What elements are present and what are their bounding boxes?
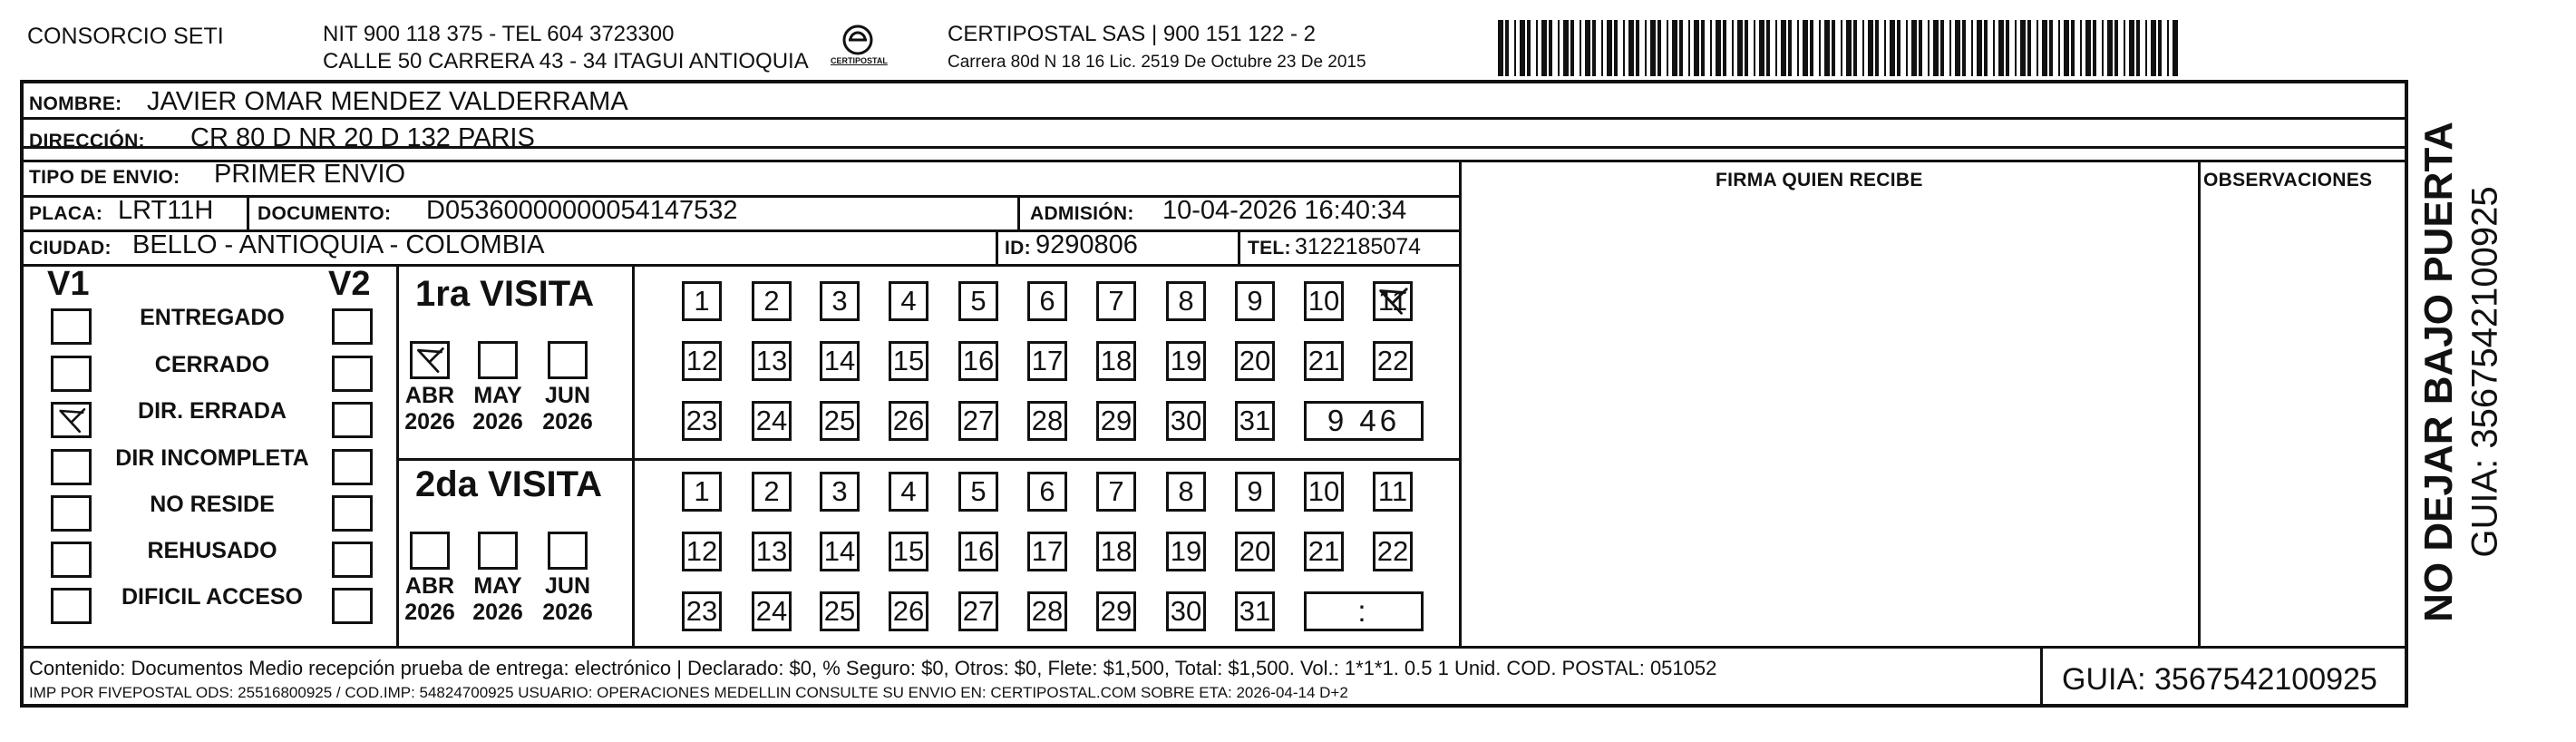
documento-value: D05360000000054147532 [426,196,738,225]
day-box[interactable] [752,532,792,571]
license-line: Carrera 80d N 18 16 Lic. 2519 De Octubre 23 De 2015 [948,53,1366,72]
day-number: 14 [823,535,856,567]
day-box[interactable] [1096,341,1136,381]
day-box[interactable] [1235,281,1275,321]
status-option-label: NO RESIDE [150,492,275,517]
day-box[interactable] [1373,341,1413,381]
day-number: 13 [755,345,788,376]
v1-checkbox[interactable] [51,449,92,485]
month-year: 2026 [472,600,523,625]
month-year: 2026 [404,600,455,625]
day-box[interactable] [1027,591,1067,631]
day-number: 28 [1031,595,1064,627]
day-box[interactable] [682,401,722,441]
day-number: 22 [1376,535,1409,567]
month-name: MAY [473,573,522,599]
tipo-envio-value: PRIMER ENVIO [214,160,406,189]
footer-content-line: Contenido: Documentos Medio recepción prueba de entrega: electrónico | Declarado: $0, % Seguro: $0, Otros: $0, Flete: $1,500, Total: $1,500. Vol.: 1*1*1. 0.5 1 Unid. COD. POSTAL: 051052 [29,657,1717,679]
time-value: : [1357,594,1370,628]
v2-checkbox[interactable] [332,356,373,392]
day-box[interactable] [820,401,860,441]
ciudad-label: CIUDAD: [29,238,112,259]
day-number: 23 [685,595,718,627]
visit1-title: 1ra VISITA [415,274,595,314]
day-number: 30 [1170,405,1202,436]
day-box[interactable] [1235,341,1275,381]
day-box[interactable] [1235,401,1275,441]
month-year: 2026 [542,600,593,625]
month-label [535,573,600,626]
day-number: 27 [962,595,995,627]
day-number: 12 [685,345,718,376]
day-box[interactable] [1027,472,1067,512]
day-box[interactable] [889,591,928,631]
day-number: 22 [1376,345,1409,376]
month-name: JUN [544,573,590,599]
id-value: 9290806 [1035,230,1138,259]
observaciones-label: OBSERVACIONES [2203,170,2373,190]
month-year: 2026 [472,409,523,434]
day-number: 5 [970,475,987,507]
tel-label: TEL: [1248,238,1291,259]
day-box[interactable] [1373,472,1413,512]
day-box[interactable] [1235,591,1275,631]
day-box[interactable] [1096,532,1136,571]
day-number: 10 [1307,475,1340,507]
day-number: 4 [900,285,917,317]
day-box[interactable] [958,401,998,441]
day-box[interactable] [1373,532,1413,571]
day-box[interactable] [958,281,998,321]
day-number: 25 [823,405,856,436]
day-box[interactable] [752,591,792,631]
day-number: 21 [1307,535,1340,567]
side-warning: NO DEJAR BAJO PUERTA [2416,122,2461,622]
status-option-label: ENTREGADO [140,305,285,330]
day-number: 24 [755,595,788,627]
day-number: 14 [823,345,856,376]
day-number: 30 [1170,595,1202,627]
day-box[interactable] [1166,401,1206,441]
day-number: 9 [1247,285,1263,317]
day-box[interactable] [752,281,792,321]
day-number: 20 [1239,345,1271,376]
day-box[interactable] [1027,281,1067,321]
tel-value: 3122185074 [1295,234,1422,259]
certipostal-line: CERTIPOSTAL SAS | 900 151 122 - 2 [948,22,1316,46]
time-field[interactable] [1304,591,1424,631]
footer-guia: GUIA: 3567542100925 [2062,662,2377,697]
status-option-label: DIFICIL ACCESO [121,584,303,610]
status-option-label: CERRADO [154,352,270,377]
logo-text: CERTIPOSTAL [831,56,888,65]
day-box[interactable] [1096,472,1136,512]
day-box[interactable] [958,591,998,631]
day-box[interactable] [682,281,722,321]
nombre-value: JAVIER OMAR MENDEZ VALDERRAMA [147,87,628,116]
v2-checkbox[interactable] [332,588,373,624]
day-number: 26 [892,595,925,627]
day-box[interactable] [958,532,998,571]
day-number: 27 [962,405,995,436]
certipostal-logo [829,22,887,73]
day-number: 8 [1178,285,1194,317]
visit2-title: 2da VISITA [415,464,602,504]
v1-checkbox[interactable] [51,308,92,345]
day-box[interactable] [1027,341,1067,381]
side-guia-wrap [2463,118,2508,626]
v2-checkbox[interactable] [332,449,373,485]
day-box[interactable] [682,591,722,631]
day-number: 31 [1239,405,1271,436]
month-year: 2026 [404,409,455,434]
day-box[interactable] [1166,591,1206,631]
v1-checkbox[interactable] [51,542,92,578]
direccion-value: CR 80 D NR 20 D 132 PARIS [190,123,535,152]
day-box[interactable] [1166,341,1206,381]
day-box[interactable] [889,341,928,381]
day-box[interactable] [820,532,860,571]
day-number: 7 [1108,475,1124,507]
day-box[interactable] [1304,281,1344,321]
month-name: ABR [404,573,455,599]
day-number: 8 [1178,475,1194,507]
status-option-label: REHUSADO [147,538,277,563]
day-box[interactable] [1096,591,1136,631]
day-box[interactable] [1166,281,1206,321]
day-box[interactable] [1235,532,1275,571]
month-label [465,573,530,626]
day-number: 7 [1108,285,1124,317]
month-name: MAY [473,383,522,408]
day-number: 31 [1239,595,1271,627]
day-number: 21 [1307,345,1340,376]
firma-label: FIRMA QUIEN RECIBE [1716,170,1923,190]
day-number: 26 [892,405,925,436]
month-checkbox[interactable] [410,532,450,570]
day-box[interactable] [682,341,722,381]
day-box[interactable] [752,472,792,512]
day-number: 28 [1031,405,1064,436]
day-box[interactable] [1096,281,1136,321]
day-box[interactable] [889,472,928,512]
v2-label: V2 [328,265,371,303]
day-box[interactable] [1166,472,1206,512]
v1-checkbox[interactable] [51,402,92,438]
day-number: 6 [1039,285,1055,317]
day-number: 2 [763,475,780,507]
day-box[interactable] [820,281,860,321]
day-box[interactable] [820,591,860,631]
month-name: JUN [544,383,590,408]
v1-checkbox[interactable] [51,495,92,532]
ciudad-value: BELLO - ANTIOQUIA - COLOMBIA [132,230,545,259]
side-warning-wrap [2414,118,2464,626]
day-number: 3 [831,285,848,317]
day-box[interactable] [1304,472,1344,512]
day-box[interactable] [1166,532,1206,571]
day-number: 11 [1377,285,1408,317]
month-year: 2026 [542,409,593,434]
day-number: 17 [1031,345,1064,376]
day-box[interactable] [1235,472,1275,512]
month-checkbox[interactable] [548,532,588,570]
day-number: 23 [685,405,718,436]
day-number: 1 [694,475,710,507]
day-box[interactable] [682,472,722,512]
day-number: 13 [755,535,788,567]
day-number: 25 [823,595,856,627]
id-label: ID: [1005,238,1031,259]
time-field[interactable] [1304,401,1424,441]
day-number: 5 [970,285,987,317]
direccion-label: DIRECCIÓN: [29,131,145,151]
month-label [465,383,530,435]
v1-checkbox[interactable] [51,588,92,624]
day-box[interactable] [752,401,792,441]
status-option-label: DIR. ERRADA [138,398,287,424]
day-box[interactable] [889,281,928,321]
day-number: 29 [1100,405,1132,436]
day-number: 15 [892,535,925,567]
day-number: 29 [1100,595,1132,627]
v2-checkbox[interactable] [332,402,373,438]
day-box[interactable] [1373,281,1413,321]
day-number: 16 [962,345,995,376]
day-number: 10 [1307,285,1340,317]
nombre-label: NOMBRE: [29,93,122,114]
day-number: 18 [1100,345,1132,376]
time-value: 9 46 [1327,404,1401,437]
day-box[interactable] [1027,532,1067,571]
day-box[interactable] [820,472,860,512]
day-box[interactable] [1304,341,1344,381]
day-number: 12 [685,535,718,567]
day-number: 1 [694,285,710,317]
documento-label: DOCUMENTO: [258,203,392,224]
day-number: 19 [1170,345,1202,376]
day-box[interactable] [682,532,722,571]
day-number: 2 [763,285,780,317]
day-check-icon [1375,284,1410,318]
day-box[interactable] [1304,532,1344,571]
day-box[interactable] [752,341,792,381]
side-guia: GUIA: 3567542100925 [2464,186,2505,558]
day-number: 4 [900,475,917,507]
nit-line: NIT 900 118 375 - TEL 604 3723300 [323,22,675,46]
day-number: 18 [1100,535,1132,567]
day-box[interactable] [958,341,998,381]
placa-label: PLACA: [29,203,103,224]
status-option-label: DIR INCOMPLETA [115,445,309,471]
v1-label: V1 [47,265,90,303]
month-label [397,573,462,626]
v2-checkbox[interactable] [332,308,373,345]
day-number: 20 [1239,535,1271,567]
tipo-envio-label: TIPO DE ENVIO: [29,167,180,188]
day-number: 15 [892,345,925,376]
month-label [397,383,462,435]
day-number: 11 [1377,475,1408,507]
v1-checkbox[interactable] [51,356,92,392]
day-number: 9 [1247,475,1263,507]
address-line: CALLE 50 CARRERA 43 - 34 ITAGUI ANTIOQUIA [323,49,809,73]
day-number: 24 [755,405,788,436]
day-box[interactable] [820,341,860,381]
day-box[interactable] [958,472,998,512]
month-checkbox[interactable] [410,341,450,379]
company-name: CONSORCIO SETI [27,24,224,49]
day-number: 3 [831,475,848,507]
placa-value: LRT11H [118,196,214,225]
day-number: 6 [1039,475,1055,507]
month-checkbox[interactable] [478,532,518,570]
day-number: 16 [962,535,995,567]
month-label [535,383,600,435]
month-name: ABR [404,383,455,408]
footer-imp-line: IMP POR FIVEPOSTAL ODS: 25516800925 / COD.IMP: 54824700925 USUARIO: OPERACIONES MEDELLIN CONSULTE SU ENVIO EN: CERTIPOSTAL.COM SOBRE ETA: 2026-04-14 D+2 [29,684,1348,701]
barcode [1496,20,2185,76]
day-box[interactable] [1096,401,1136,441]
v2-checkbox[interactable] [332,495,373,532]
admision-label: ADMISIÓN: [1030,203,1134,224]
day-box[interactable] [1027,401,1067,441]
month-checkbox[interactable] [548,341,588,379]
day-number: 17 [1031,535,1064,567]
day-box[interactable] [889,401,928,441]
day-number: 19 [1170,535,1202,567]
month-checkbox[interactable] [478,341,518,379]
admision-value: 10-04-2026 16:40:34 [1162,196,1407,225]
day-box[interactable] [889,532,928,571]
v2-checkbox[interactable] [332,542,373,578]
